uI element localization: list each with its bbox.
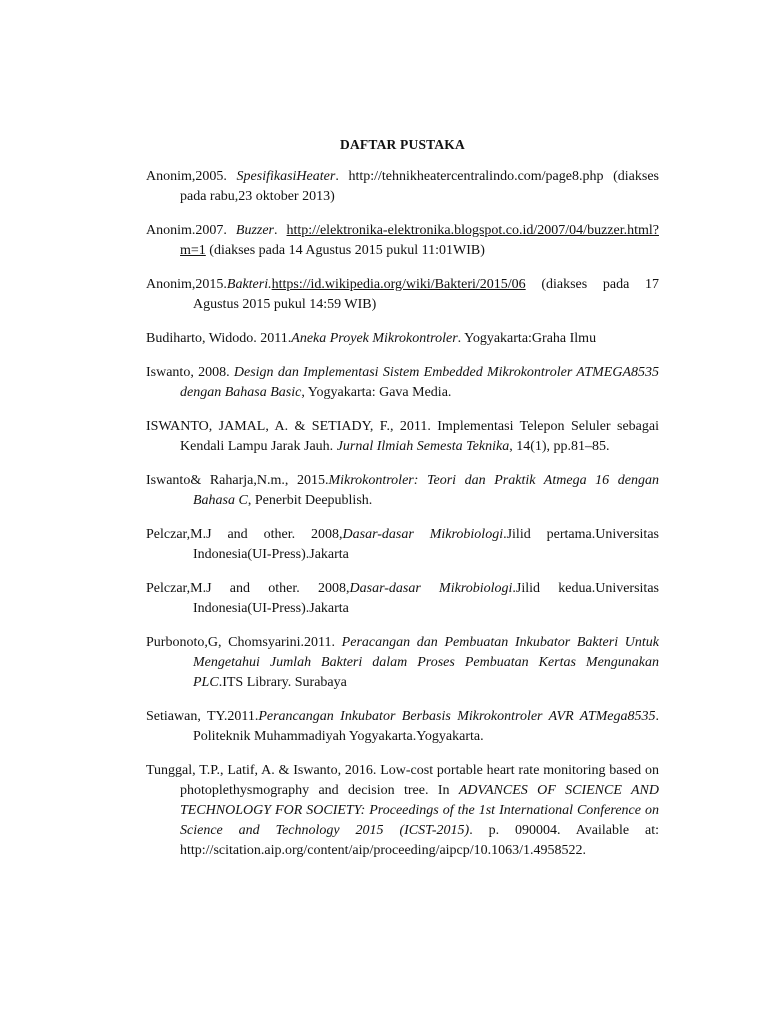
reference-text: Iswanto& Raharja,N.m., 2015.: [146, 473, 329, 488]
reference-text: Anonim.2007.: [146, 223, 236, 238]
reference-list: [146, 167, 659, 875]
reference-text: . Politeknik Muhammadiyah Yogyakarta.Yogyakarta.: [193, 709, 659, 744]
reference-text: Anonim,2015.: [146, 277, 227, 292]
reference-text: (diakses pada 14 Agustus 2015 pukul 11:01WIB): [205, 243, 485, 258]
reference-text: Setiawan, TY.2011.: [146, 709, 259, 724]
reference-entry: [146, 167, 659, 207]
reference-entry: [146, 329, 659, 349]
reference-text: Purbonoto,G, Chomsyarini.2011.: [146, 635, 342, 650]
reference-text: . http://tehnikheatercentralindo.com/page8.php (diakses pada rabu,23 oktober 2013): [180, 169, 660, 204]
reference-link[interactable]: http://elektronika-elektronika.blogspot.co.id/2007/04/buzzer.html?m=1: [180, 223, 659, 258]
reference-entry: [146, 417, 659, 457]
reference-entry: [146, 761, 659, 861]
reference-text: Tunggal, T.P., Latif, A. & Iswanto, 2016. Low-cost portable heart rate monitoring based on photoplethysmography and decision tree. In: [146, 763, 659, 798]
reference-entry: [146, 363, 659, 403]
reference-entry: [146, 633, 659, 693]
reference-text: Iswanto, 2008.: [146, 365, 234, 380]
reference-title: Buzzer: [235, 223, 275, 238]
reference-entry: [146, 221, 659, 261]
reference-title: SpesifikasiHeater: [236, 169, 336, 184]
reference-entry: [146, 525, 659, 565]
reference-entry: [146, 707, 659, 747]
reference-entry: [146, 471, 659, 511]
reference-text: ISWANTO, JAMAL, A. & SETIADY, F., 2011. Implementasi Telepon Seluler sebagai Kendali Lampu Jarak Jauh.: [146, 419, 659, 454]
reference-text: , Penerbit Deepublish.: [247, 493, 373, 508]
reference-title: Aneka Proyek Mikrokontroler: [291, 331, 458, 346]
reference-text: Anonim,2005.: [146, 169, 237, 184]
reference-text: . Yogyakarta:Graha Ilmu: [457, 331, 597, 346]
reference-text: .ITS Library. Surabaya: [218, 675, 347, 690]
reference-title: Dasar-dasar Mikrobiologi: [349, 581, 513, 596]
reference-text: , 14(1), pp.81–85.: [509, 439, 610, 454]
reference-text: , Yogyakarta: Gava Media.: [301, 385, 452, 400]
reference-entry: [146, 579, 659, 619]
reference-title: Design dan Implementasi Sistem Embedded Mikrokontroler ATMEGA8535 dengan Bahasa Basic: [180, 365, 660, 400]
reference-title: Perancangan Inkubator Berbasis Mikrokontroler AVR ATMega8535: [258, 709, 656, 724]
reference-title: Dasar-dasar Mikrobiologi: [342, 527, 504, 542]
reference-title: Peracangan dan Pembuatan Inkubator Bakteri Untuk Mengetahui Jumlah Bakteri dalam Proses Pembuatan Kertas Mengunakan PLC: [193, 635, 660, 690]
reference-link[interactable]: https://id.wikipedia.org/wiki/Bakteri/2015/06: [271, 277, 526, 292]
reference-title: Bakteri.: [226, 277, 272, 292]
reference-text: (diakses pada 17 Agustus 2015 pukul 14:59 WIB): [193, 277, 659, 312]
reference-title: ADVANCES OF SCIENCE AND TECHNOLOGY FOR SOCIETY: Proceedings of the 1st International Conference on Science and Technology 2015 (ICST-2015): [180, 783, 659, 838]
reference-text: . p. 090004. Available at: http://scitation.aip.org/content/aip/proceeding/aipcp/10.1063/1.4958522.: [180, 823, 659, 858]
page-title: DAFTAR PUSTAKA: [340, 137, 465, 152]
reference-text: .Jilid kedua.Universitas Indonesia(UI-Press).Jakarta: [193, 581, 659, 616]
reference-text: .Jilid pertama.Universitas Indonesia(UI-Press).Jakarta: [193, 527, 659, 562]
reference-text: Pelczar,M.J and other. 2008,: [146, 527, 343, 542]
reference-text: Pelczar,M.J and other. 2008,: [146, 581, 350, 596]
reference-text: Budiharto, Widodo. 2011.: [146, 331, 292, 346]
reference-title: Jurnal Ilmiah Semesta Teknika: [336, 439, 510, 454]
reference-title: Mikrokontroler: Teori dan Praktik Atmega 16 dengan Bahasa C: [193, 473, 659, 508]
reference-entry: [146, 275, 659, 315]
reference-text: .: [274, 223, 287, 238]
